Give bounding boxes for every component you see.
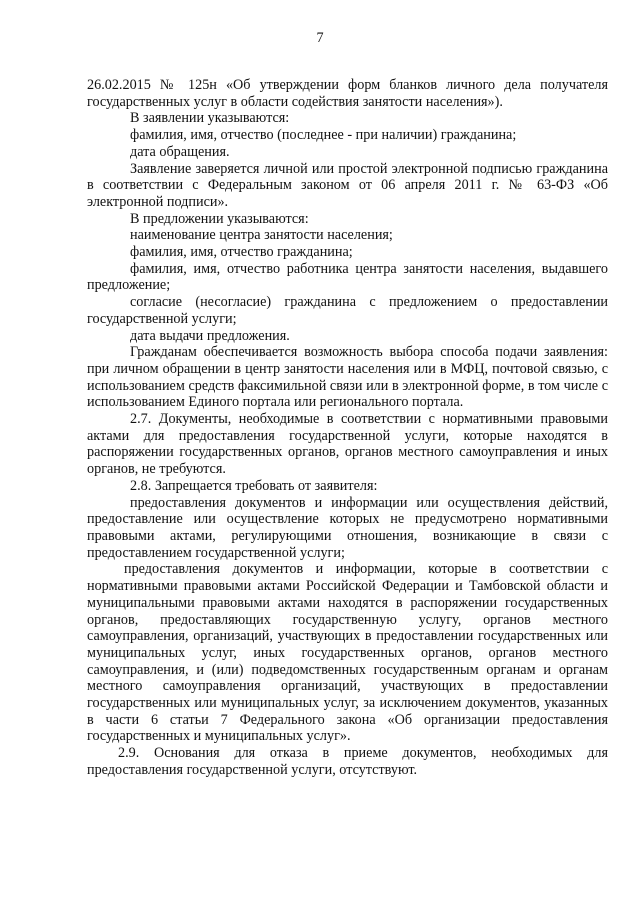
paragraph: В заявлении указываются:	[130, 110, 290, 127]
paragraph: дата обращения.	[130, 143, 230, 160]
body-text	[87, 77, 608, 779]
paragraph: 2.9. Основания для отказа в приеме документов, необходимых для предоставления государственной услуги, отсутствуют.	[87, 745, 608, 778]
paragraph: дата выдачи предложения.	[130, 327, 290, 344]
paragraph: фамилия, имя, отчество работника центра занятости населения, выдавшего предложение;	[87, 260, 608, 294]
paragraph: 26.02.2015 № 125н «Об утверждении форм бланков личного дела получателя государственных услуг в области содействия занятости населения»).	[87, 77, 608, 110]
paragraph: В предложении указываются:	[130, 210, 309, 227]
paragraph: предоставления документов и информации, которые в соответствии с нормативными правовыми актами Российской Федерации и Тамбовской области и муниципальными правовыми актами находятся в распоряжении государственных органов, предоставляющих государственную услугу, органов местного самоуправления, организаций, участвующих в предоставлении государственных или муниципальных услуг, иных государственных органов, органов местного самоуправления, и (или) подведомственных государственным органам и органам местного самоуправления организаций, участвующих в предоставлении государственных или муниципальных услуг, за исключением документов, указанных в части 6 статьи 7 Федерального закона «Об организации предоставления государственных и муниципальных услуг».	[87, 561, 608, 745]
page-number: 7	[316, 30, 324, 46]
paragraph: 2.7. Документы, необходимые в соответствии с нормативными правовыми актами для предоставления государственной услуги, которые находятся в распоряжении государственных органов, органов местного самоуправления и иных органов, не требуются.	[87, 411, 608, 478]
paragraph: Гражданам обеспечивается возможность выбора способа подачи заявления: при личном обращении в центр занятости населения или в МФЦ, почтовой связью, с использованием средств факсимильной связи или в электронной форме, в том числе с использованием Единого портала или регионального портала.	[87, 344, 608, 411]
paragraph: фамилия, имя, отчество гражданина;	[130, 244, 353, 261]
paragraph: 2.8. Запрещается требовать от заявителя:	[130, 477, 378, 494]
paragraph: фамилия, имя, отчество (последнее - при наличии) гражданина;	[130, 127, 517, 144]
paragraph: Заявление заверяется личной или простой электронной подписью гражданина в соответствии с Федеральным законом от 06 апреля 2011 г. № 63-ФЗ «Об электронной подписи».	[87, 160, 608, 210]
paragraph: согласие (несогласие) гражданина с предложением о предоставлении государственной услуги;	[87, 294, 608, 327]
paragraph: предоставления документов и информации или осуществления действий, предоставление или осуществление которых не предусмотрено нормативными правовыми актами, регулирующими отношения, возникающие в связи с предоставлением государственной услуги;	[87, 494, 608, 561]
paragraph: наименование центра занятости населения;	[130, 227, 393, 244]
